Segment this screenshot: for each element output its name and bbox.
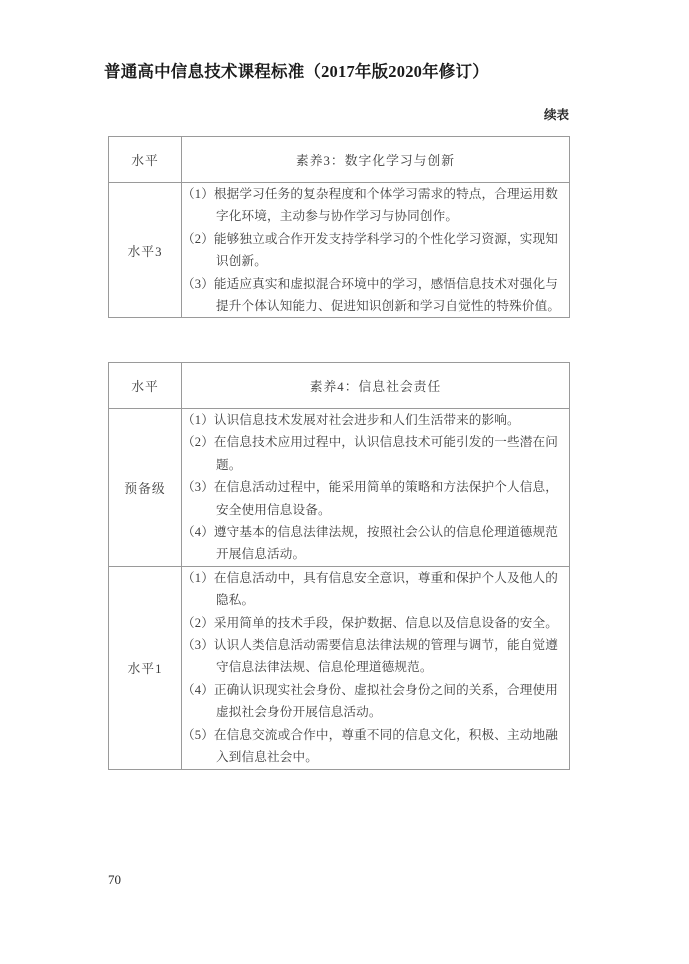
- table-suyang-3: [108, 136, 570, 318]
- table-row: [109, 409, 570, 567]
- column-header-level: 水平: [109, 137, 182, 183]
- continued-table-label: 续表: [543, 108, 569, 122]
- column-header-competency: 素养4：信息社会责任: [182, 363, 570, 409]
- list-item: （5）在信息交流或合作中，尊重不同的信息文化，积极、主动地融入到信息社会中。: [182, 727, 559, 765]
- list-item: （1）根据学习任务的复杂程度和个体学习需求的特点，合理运用数字化环境，主动参与协作学习与协同创作。: [182, 187, 559, 224]
- list-item: （1）在信息活动中，具有信息安全意识，尊重和保护个人及他人的隐私。: [182, 570, 559, 608]
- list-item: （2）能够独立或合作开发支持学科学习的个性化学习资源，实现知识创新。: [182, 231, 559, 269]
- table-header-row: [109, 137, 570, 183]
- list-item: （2）采用简单的技术手段，保护数据、信息以及信息设备的安全。: [182, 615, 559, 630]
- list-item: （3）认识人类信息活动需要信息法律法规的管理与调节，能自觉遵守信息法律法规、信息伦理道德规范。: [182, 638, 559, 675]
- column-header-competency: 素养3：数字化学习与创新: [182, 137, 570, 183]
- level-label: 水平3: [109, 183, 182, 318]
- page-title: 普通高中信息技术课程标准（2017年版2020年修订）: [104, 62, 489, 81]
- table-row: [109, 183, 570, 318]
- table-header-row: [109, 363, 570, 409]
- table-row: [109, 566, 570, 769]
- list-item: （2）在信息技术应用过程中，认识信息技术可能引发的一些潜在问题。: [182, 435, 559, 472]
- list-item: （4）遵守基本的信息法律法规，按照社会公认的信息伦理道德规范开展信息活动。: [182, 525, 559, 562]
- descriptor-list: [182, 409, 570, 567]
- level-label: 水平1: [109, 566, 182, 769]
- level-label: 预备级: [109, 409, 182, 567]
- list-item: （3）在信息活动过程中，能采用简单的策略和方法保护个人信息，安全使用信息设备。: [182, 480, 559, 517]
- descriptor-list: [182, 183, 570, 318]
- list-item: （1）认识信息技术发展对社会进步和人们生活带来的影响。: [182, 413, 520, 427]
- page-number: 70: [108, 872, 121, 887]
- list-item: （4）正确认识现实社会身份、虚拟社会身份之间的关系，合理使用虚拟社会身份开展信息活动。: [182, 682, 559, 720]
- list-item: （3）能适应真实和虚拟混合环境中的学习，感悟信息技术对强化与提升个体认知能力、促进知识创新和学习自觉性的特殊价值。: [182, 276, 561, 314]
- table-suyang-4: [108, 362, 570, 770]
- column-header-level: 水平: [109, 363, 182, 409]
- descriptor-list: [182, 566, 570, 769]
